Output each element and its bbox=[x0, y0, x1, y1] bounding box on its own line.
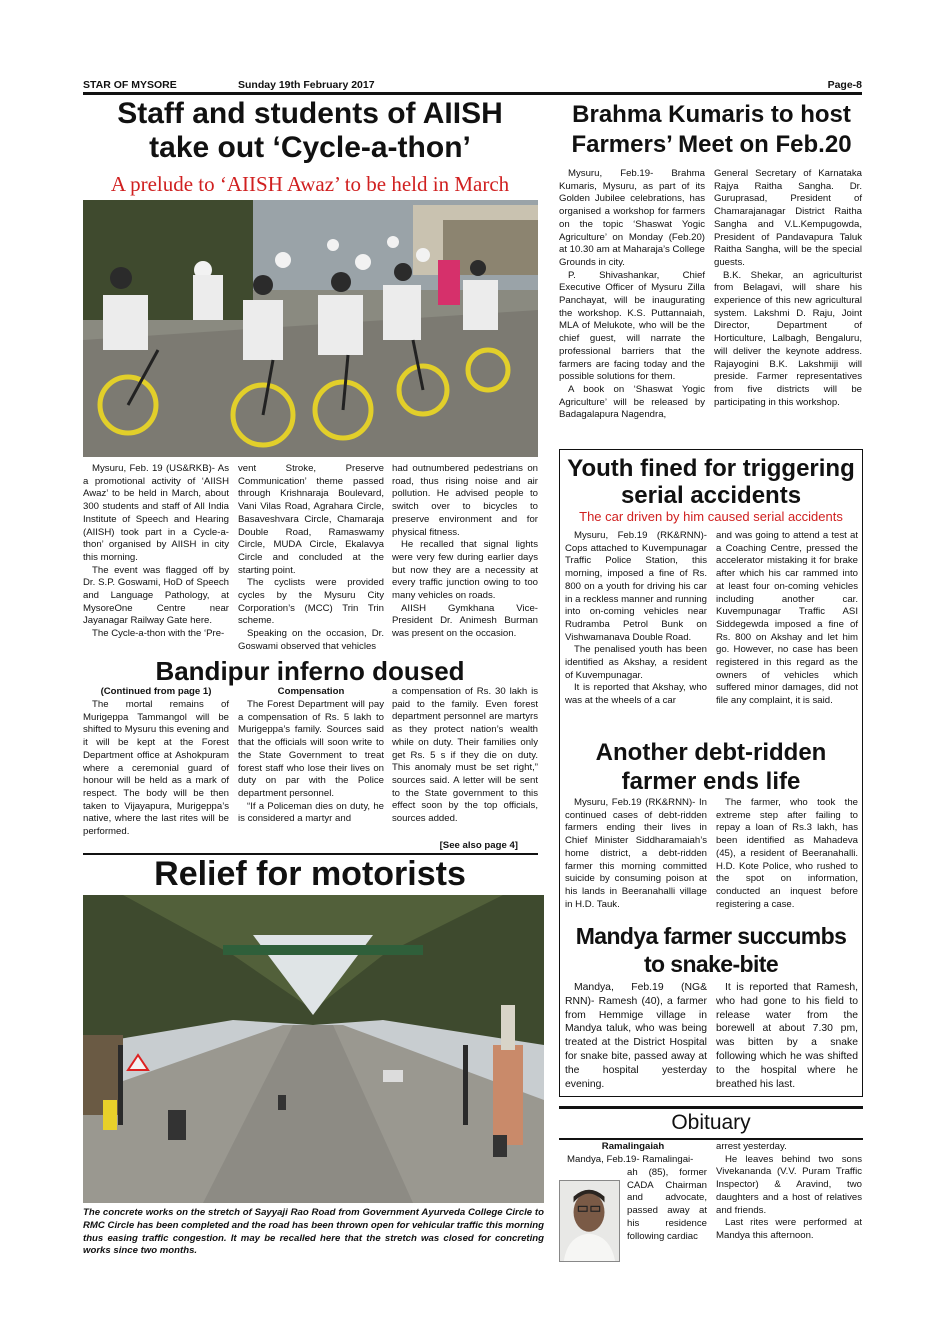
cycle-paragraph: Mysuru, Feb. 19 (US&RKB)- As a promotional activity of ‘AIISH Awaz’ to be held in March, about 300 students and staff of All India Institute of Speech and Hearing (AIISH) took part in a Cycle-a-thon’ organised by AIISH in city this morning. bbox=[83, 463, 229, 563]
bandipur-column-3 bbox=[392, 686, 538, 826]
obituary-column-2 bbox=[716, 1141, 862, 1243]
mandya-headline-line2: to snake-bite bbox=[643, 951, 779, 977]
youth-column-2 bbox=[716, 530, 858, 708]
bandipur-headline: Bandipur inferno doused bbox=[155, 656, 465, 686]
cycle-paragraph: vent Stroke, Preserve Communication’ theme passed through Krishnaraja Boulevard, Vani Vilas Road, Agrahara Circle, Basaveshvara Circle, Chamaraja Double Road, Ramaswamy Circle, MUDA Circle, Ekalavya Circle and concluded at the starting point. bbox=[238, 463, 384, 576]
bandipur-paragraph: The Forest Department will pay a compensation of Rs. 5 lakh to Murigeppa’s family. Sources said that the officials will soon write to the State Government to treat forest staff who lose their lives on duty on par with the Police department personnel. bbox=[238, 699, 384, 799]
cycle-paragraph: He recalled that signal lights were very few during earlier days but now they are a necessity at every traffic junction owing to too many vehicles on roads. bbox=[392, 539, 538, 602]
mandya-column-1 bbox=[565, 981, 707, 1091]
road-photo-caption: The concrete works on the stretch of Sayyaji Rao Road from Government Ayurveda College Circle to RMC Circle has been completed and the road has been thrown open for vehicular traffic this morning thus easing traffic congestion. It may be recalled here that the stretch was closed for concreting works since two months. bbox=[83, 1207, 544, 1257]
obituary-headline: Obituary bbox=[671, 1111, 751, 1134]
cycle-headline-line1: Staff and students of AIISH bbox=[117, 97, 503, 130]
obituary-rule-top bbox=[559, 1106, 863, 1109]
bandipur-paragraph: a compensation of Rs. 30 lakh is paid to the family. Even forest department personnel are martyrs as they protect nation’s wealth while on duty. Their families only get Rs. 5 s if they die on duty. This anomaly must be set right,” sources said. A letter will be sent to the State government to this effect soon by the top officials, sources added. bbox=[392, 686, 538, 825]
brahma-headline-line1: Brahma Kumaris to host bbox=[572, 101, 851, 128]
bandipur-paragraph: “If a Policeman dies on duty, he is considered a martyr and bbox=[238, 800, 384, 825]
brahma-column-2 bbox=[714, 168, 862, 409]
obituary-column-1 bbox=[627, 1167, 707, 1243]
issue-date: Sunday 19th February 2017 bbox=[238, 79, 375, 91]
cycle-headline-line2: take out ‘Cycle-a-thon’ bbox=[149, 131, 471, 164]
obituary-rule-bottom bbox=[559, 1138, 863, 1140]
cycle-paragraph: had outnumbered pedestrians on road, thus rising noise and air pollution. He advised people to switch over to bicycles to preserve environment and for physical fitness. bbox=[392, 463, 538, 538]
obituary-paragraph: arrest yesterday. bbox=[716, 1141, 787, 1152]
masthead-rule bbox=[83, 92, 862, 95]
youth-headline-line2: serial accidents bbox=[620, 482, 802, 509]
cycle-column-3 bbox=[392, 463, 538, 641]
mandya-headline-line1: Mandya farmer succumbs bbox=[575, 923, 847, 949]
road-photo bbox=[83, 895, 544, 1203]
brahma-headline-line2: Farmers’ Meet on Feb.20 bbox=[571, 131, 852, 158]
mandya-headline bbox=[563, 922, 859, 978]
brahma-headline bbox=[556, 100, 867, 160]
page-number: Page-8 bbox=[827, 79, 862, 91]
obituary-intro: Mandya, Feb.19- Ramalingai- bbox=[567, 1154, 694, 1165]
debt-headline bbox=[563, 738, 859, 796]
cycle-paragraph: The cyclists were provided cycles by the Mysuru City Corporation’s (MCC) Trin Trin scheme. bbox=[238, 577, 384, 627]
obituary-paragraph: ah (85), former CADA Chairman and advocate, passed away at his residence following cardiac bbox=[627, 1167, 707, 1242]
relief-headline: Relief for motorists bbox=[154, 855, 466, 893]
cycle-column-2 bbox=[238, 463, 384, 654]
youth-paragraph: Mysuru, Feb.19 (RK&RNN)- Cops attached to Kuvempunagar Traffic Police Station, this morning, imposed a fine of Rs. 800 on a youth for driving his car in a reckless manner and running into on-coming vehicles near Rudramba Petrol Bunk on Vishwamanava Double Road. bbox=[565, 530, 707, 643]
brahma-paragraph: Mysuru, Feb.19- Brahma Kumaris, Mysuru, as part of its Golden Jubilee celebrations, has organised a workshop for farmers on the topic ‘Shaswat Yogic Agriculture’ on Monday (Feb.20) at 10.30 am at Maharaja’s College Grounds in city. bbox=[559, 168, 705, 268]
obituary-paragraph: Last rites were performed at Mandya this afternoon. bbox=[716, 1217, 862, 1241]
debt-paragraph: The farmer, who took the extreme step after failing to repay a loan of Rs.3 lakh, has been identified as Mahadeva (45), a resident of Beeranahalli. H.D. Kote Police, who rushed to the spot on information, conducted an inquest before registering a case. bbox=[716, 797, 858, 910]
cycle-column-1 bbox=[83, 463, 229, 641]
obituary-portrait bbox=[559, 1180, 620, 1262]
cycle-paragraph: The Cycle-a-thon with the ‘Pre- bbox=[92, 628, 225, 640]
brahma-column-1 bbox=[559, 168, 705, 422]
brahma-paragraph: General Secretary of Karnataka Rajya Raitha Sangha. Dr. Guruprasad, President of Chamarajanagar District Raitha Sangha and V.L.Kempugowda, President of Pandavapura Taluk Raitha Sangha, will be the special guests. bbox=[714, 168, 862, 268]
cycle-headline bbox=[82, 97, 538, 165]
brahma-paragraph: P. Shivashankar, Chief Executive Officer of Mysuru Zilla Panchayat, will be inaugurating the workshop. K.S. Puttannaiah, MLA of Melukote, who will be the chief guest, will narrate the professional barriers that the farmers are facing today and the possible solutions for them. bbox=[559, 269, 705, 383]
cycle-paragraph: AIISH Gymkhana Vice-President Dr. Animesh Burman was present on the occasion. bbox=[392, 602, 538, 640]
cycle-paragraph: Speaking on the occasion, Dr. Goswami observed that vehicles bbox=[238, 628, 384, 652]
debt-headline-line2: farmer ends life bbox=[621, 768, 801, 795]
mandya-column-2 bbox=[716, 981, 858, 1091]
cycle-paragraph: The event was flagged off by Dr. S.P. Goswami, HoD of Speech and Language Pathology, at MysoreOne Centre near Jayanagar Railway Gate here. bbox=[83, 564, 229, 627]
mandya-paragraph: It is reported that Ramesh, who had gone to his field to release water from the borewell at about 7.30 pm, was bitten by a snake following which he was shifted to the hospital where he breathed his last. bbox=[716, 982, 858, 1090]
brahma-paragraph: A book on ‘Shaswat Yogic Agriculture’ will be released by Badagalapura Nagendra, bbox=[559, 383, 705, 421]
cycle-subhead: A prelude to ‘AIISH Awaz’ to be held in March bbox=[110, 172, 510, 196]
youth-headline-line1: Youth fined for triggering bbox=[567, 455, 855, 482]
obituary-paragraph: He leaves behind two sons Vivekananda (V.V. Puram Traffic Inspector) & Aravind, two daughters and a host of relatives and friends. bbox=[716, 1153, 862, 1216]
youth-paragraph: and was going to attend a test at a Coaching Centre, pressed the accelerator mistaking it for brake after which his car rammed into at least four on-coming vehicles including another car. Kuvempunagar Traffic ASI Siddegewda imposed a fine of Rs. 800 on Akshay and let him go. However, no case has been registered in this regard as the owners of vehicles which suffered minor damages, did not file any complaint, it is said. bbox=[716, 530, 858, 707]
bandipur-paragraph: The mortal remains of Murigeppa Tammangol will be shifted to Mysuru this evening and it will be kept at the Forest Department office at Ashokpuram where a ceremonial guard of honour will be held as a mark of respect. The body will be then taken to Vijayapura, Murigeppa’s native, where the last rites will be performed. bbox=[83, 699, 229, 838]
bandipur-column-2 bbox=[238, 699, 384, 826]
youth-paragraph: The penalised youth has been identified as Akshay, a resident of Kuvempunagar. bbox=[565, 644, 707, 681]
obituary-name: Ramalingaiah bbox=[601, 1141, 665, 1152]
paper-name: STAR OF MYSORE bbox=[83, 79, 177, 91]
youth-headline bbox=[563, 455, 859, 509]
cycle-photo bbox=[83, 200, 538, 457]
youth-column-1 bbox=[565, 530, 707, 708]
youth-paragraph: It is reported that Akshay, who was at the wheels of a car bbox=[565, 682, 707, 707]
compensation-subhead: Compensation bbox=[277, 686, 345, 697]
brahma-paragraph: B.K. Shekar, an agriculturist from Belagavi, will share his experience of this new agricultural system. Lakshmi D. Raju, Joint Director, Department of Horticulture, Lalbagh, Bengaluru, will deliver the keynote address. Rajayogini B.K. Lakshmiji will preside. Farmer representatives from five districts will be participating in this workshop. bbox=[714, 269, 862, 408]
debt-headline-line1: Another debt-ridden bbox=[595, 739, 827, 766]
youth-subhead: The car driven by him caused serial accidents bbox=[579, 509, 843, 524]
continued-label: (Continued from page 1) bbox=[100, 686, 212, 697]
bandipur-column-1 bbox=[83, 699, 229, 839]
see-also-link[interactable]: [See also page 4] bbox=[439, 840, 518, 851]
mandya-paragraph: Mandya, Feb.19 (NG& RNN)- Ramesh (40), a farmer from Hemmige village in Mandya taluk, who was being treated at the District Hospital for snake bite, passed away at the hospital yesterday evening. bbox=[565, 982, 707, 1090]
debt-column-1 bbox=[565, 797, 707, 911]
debt-paragraph: Mysuru, Feb.19 (RK&RNN)- In continued cases of debt-ridden farmers ending their lives in Chief Minister Siddharamaiah’s home district, a debt-ridden farmer this morning committed suicide by consuming poison at his lands in Beeranahalli village in H.D. Tauk. bbox=[565, 797, 707, 910]
debt-column-2 bbox=[716, 797, 858, 911]
